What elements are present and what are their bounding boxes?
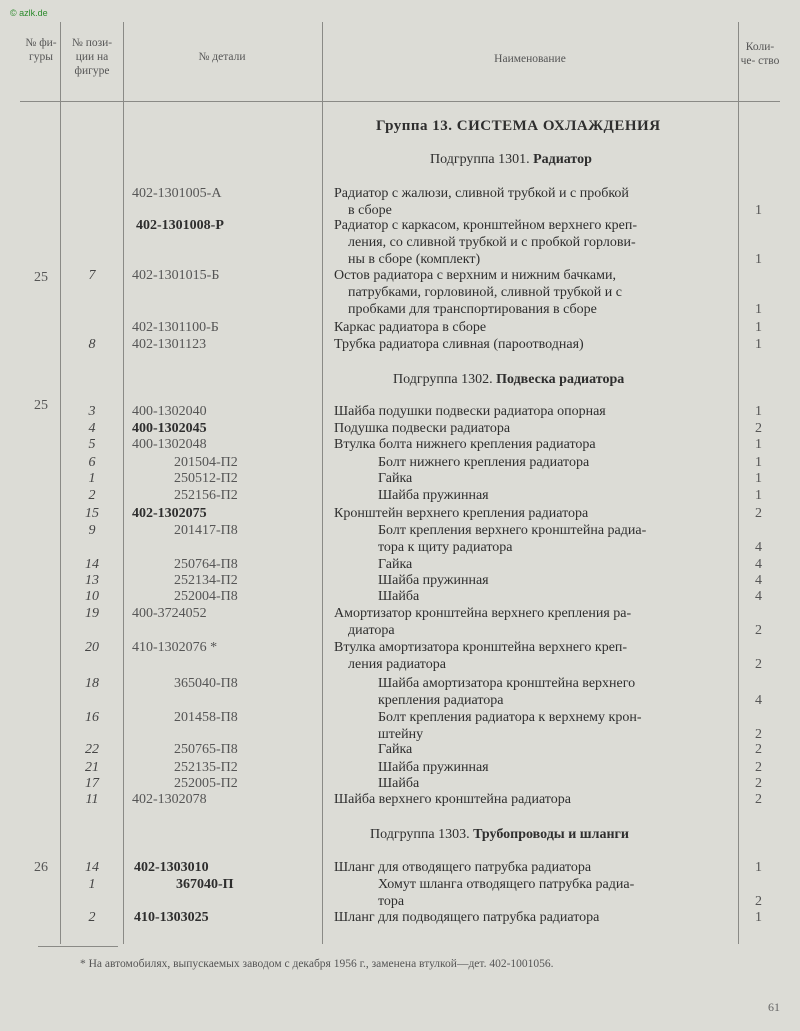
- part-number: 367040-П: [176, 877, 234, 892]
- quantity: 1: [755, 404, 762, 419]
- part-number: 402-1301005-А: [132, 186, 222, 201]
- part-name: Кронштейн верхнего крепления радиатора: [334, 506, 589, 521]
- header-pos: № пози- ции на фигуре: [71, 37, 113, 77]
- column-divider: [738, 22, 739, 944]
- part-number: 365040-П8: [174, 676, 238, 691]
- position-number: 19: [85, 606, 99, 621]
- part-number: 252134-П2: [174, 573, 238, 588]
- position-number: 1: [88, 877, 96, 892]
- page-number: 61: [768, 1000, 780, 1014]
- part-name: Остов радиатора с верхним и нижним бачками,: [334, 268, 616, 283]
- quantity: 2: [755, 727, 762, 742]
- part-number: 402-1302078: [132, 792, 207, 807]
- part-name: Радиатор с жалюзи, сливной трубкой и с пробкой: [334, 186, 629, 201]
- part-number: 201504-П2: [174, 455, 238, 470]
- part-number: 410-1303025: [134, 910, 209, 925]
- figure-number: 25: [34, 270, 48, 285]
- part-name: ны в сборе (комплект): [348, 252, 481, 267]
- group-title: Группа 13. СИСТЕМА ОХЛАЖДЕНИЯ: [376, 118, 661, 134]
- part-name: в сборе: [348, 203, 392, 218]
- quantity: 4: [755, 557, 762, 572]
- position-number: 9: [88, 523, 96, 538]
- subgroup-title: Подгруппа 1302. Подвеска радиатора: [393, 372, 625, 387]
- part-name: крепления радиатора: [378, 693, 504, 708]
- part-name: Втулка болта нижнего крепления радиатора: [334, 437, 596, 452]
- column-divider: [60, 22, 61, 944]
- part-number: 402-1301008-Р: [136, 218, 224, 233]
- part-number: 402-1301123: [132, 337, 207, 352]
- part-name: Гайка: [378, 557, 413, 572]
- column-divider: [322, 22, 323, 944]
- part-name: Болт нижнего крепления радиатора: [378, 455, 590, 470]
- header-name: Наименование: [494, 53, 566, 65]
- part-name: Хомут шланга отводящего патрубка радиа-: [378, 877, 635, 892]
- quantity: 4: [755, 540, 762, 555]
- header-qty: Коли- че- ство: [740, 41, 780, 67]
- quantity: 4: [755, 573, 762, 588]
- quantity: 2: [755, 421, 762, 436]
- part-name: Радиатор с каркасом, кронштейном верхнего креп-: [334, 218, 638, 233]
- footnote-rule: [38, 946, 118, 947]
- quantity: 2: [755, 623, 762, 638]
- subgroup-title: Подгруппа 1303. Трубопроводы и шланги: [370, 827, 629, 842]
- part-name: Шайба пружинная: [378, 573, 489, 588]
- position-number: 3: [88, 404, 96, 419]
- part-number: 252005-П2: [174, 776, 238, 791]
- part-name: Шайба верхнего кронштейна радиатора: [334, 792, 571, 807]
- part-name: Каркас радиатора в сборе: [334, 320, 487, 335]
- part-number: 252156-П2: [174, 488, 238, 503]
- quantity: 1: [755, 455, 762, 470]
- part-name: Шайба подушки подвески радиатора опорная: [334, 404, 606, 419]
- part-name: тора: [378, 894, 405, 909]
- part-name: ления радиатора: [348, 657, 446, 672]
- part-number: 250764-П8: [174, 557, 238, 572]
- part-name: диатора: [348, 623, 395, 638]
- position-number: 22: [85, 742, 99, 757]
- quantity: 2: [755, 894, 762, 909]
- position-number: 7: [88, 268, 96, 283]
- part-name: Шайба пружинная: [378, 488, 489, 503]
- quantity: 1: [755, 320, 762, 335]
- part-number: 402-1302075: [132, 506, 207, 521]
- quantity: 2: [755, 657, 762, 672]
- part-number: 410-1302076 *: [132, 640, 218, 655]
- part-number: 201417-П8: [174, 523, 238, 538]
- position-number: 14: [85, 860, 99, 875]
- part-name: Болт крепления радиатора к верхнему крон-: [378, 710, 642, 725]
- part-name: Трубка радиатора сливная (пароотводная): [334, 337, 584, 352]
- part-number: 402-1301015-Б: [132, 268, 220, 283]
- quantity: 2: [755, 506, 762, 521]
- position-number: 2: [88, 910, 96, 925]
- quantity: 1: [755, 860, 762, 875]
- part-name: Гайка: [378, 471, 413, 486]
- quantity: 2: [755, 742, 762, 757]
- part-name: Шланг для отводящего патрубка радиатора: [334, 860, 592, 875]
- subgroup-title: Подгруппа 1301. Радиатор: [430, 152, 592, 167]
- part-name: Шланг для подводящего патрубка радиатора: [334, 910, 600, 925]
- quantity: 2: [755, 776, 762, 791]
- quantity: 1: [755, 252, 762, 267]
- part-name: патрубками, горловиной, сливной трубкой и с: [348, 285, 622, 300]
- part-name: Шайба: [378, 776, 420, 791]
- part-number: 252004-П8: [174, 589, 238, 604]
- position-number: 20: [85, 640, 99, 655]
- position-number: 15: [85, 506, 99, 521]
- part-name: Амортизатор кронштейна верхнего крепления ра-: [334, 606, 632, 621]
- part-number: 250765-П8: [174, 742, 238, 757]
- quantity: 2: [755, 760, 762, 775]
- part-number: 400-1302045: [132, 421, 207, 436]
- part-number: 201458-П8: [174, 710, 238, 725]
- quantity: 2: [755, 792, 762, 807]
- part-name: Шайба амортизатора кронштейна верхнего: [378, 676, 636, 691]
- part-name: пробками для транспортирования в сборе: [348, 302, 597, 317]
- footnote: * На автомобилях, выпускаемых заводом с декабря 1956 г., заменена втулкой—дет. 402-1001056.: [80, 958, 554, 970]
- part-name: Подушка подвески радиатора: [334, 421, 511, 436]
- position-number: 11: [85, 792, 99, 807]
- part-name: Болт крепления верхнего кронштейна радиа-: [378, 523, 647, 538]
- part-number: 400-3724052: [132, 606, 207, 621]
- quantity: 4: [755, 693, 762, 708]
- header-fig: № фи- гуры: [25, 37, 57, 63]
- part-name: ления, со сливной трубкой и с пробкой горлови-: [348, 235, 636, 250]
- quantity: 1: [755, 910, 762, 925]
- figure-number: 25: [34, 398, 48, 413]
- part-name: штейну: [378, 727, 424, 742]
- part-number: 400-1302048: [132, 437, 207, 452]
- quantity: 1: [755, 488, 762, 503]
- quantity: 4: [755, 589, 762, 604]
- header-part: № детали: [198, 51, 246, 63]
- position-number: 5: [88, 437, 96, 452]
- position-number: 1: [88, 471, 96, 486]
- position-number: 18: [85, 676, 99, 691]
- figure-number: 26: [34, 860, 48, 875]
- quantity: 1: [755, 437, 762, 452]
- position-number: 17: [85, 776, 99, 791]
- position-number: 6: [88, 455, 96, 470]
- position-number: 14: [85, 557, 99, 572]
- quantity: 1: [755, 203, 762, 218]
- position-number: 21: [85, 760, 99, 775]
- quantity: 1: [755, 337, 762, 352]
- quantity: 1: [755, 471, 762, 486]
- position-number: 8: [88, 337, 96, 352]
- part-name: Шайба: [378, 589, 420, 604]
- part-number: 400-1302040: [132, 404, 207, 419]
- header-rule: [20, 101, 780, 102]
- watermark: © azlk.de: [10, 8, 48, 18]
- part-number: 252135-П2: [174, 760, 238, 775]
- part-name: Шайба пружинная: [378, 760, 489, 775]
- quantity: 1: [755, 302, 762, 317]
- position-number: 4: [88, 421, 96, 436]
- part-name: тора к щиту радиатора: [378, 540, 513, 555]
- part-name: Втулка амортизатора кронштейна верхнего креп-: [334, 640, 628, 655]
- part-number: 402-1301100-Б: [132, 320, 219, 335]
- part-name: Гайка: [378, 742, 413, 757]
- position-number: 2: [88, 488, 96, 503]
- part-number: 250512-П2: [174, 471, 238, 486]
- position-number: 10: [85, 589, 99, 604]
- column-divider: [123, 22, 124, 944]
- position-number: 16: [85, 710, 99, 725]
- position-number: 13: [85, 573, 99, 588]
- part-number: 402-1303010: [134, 860, 209, 875]
